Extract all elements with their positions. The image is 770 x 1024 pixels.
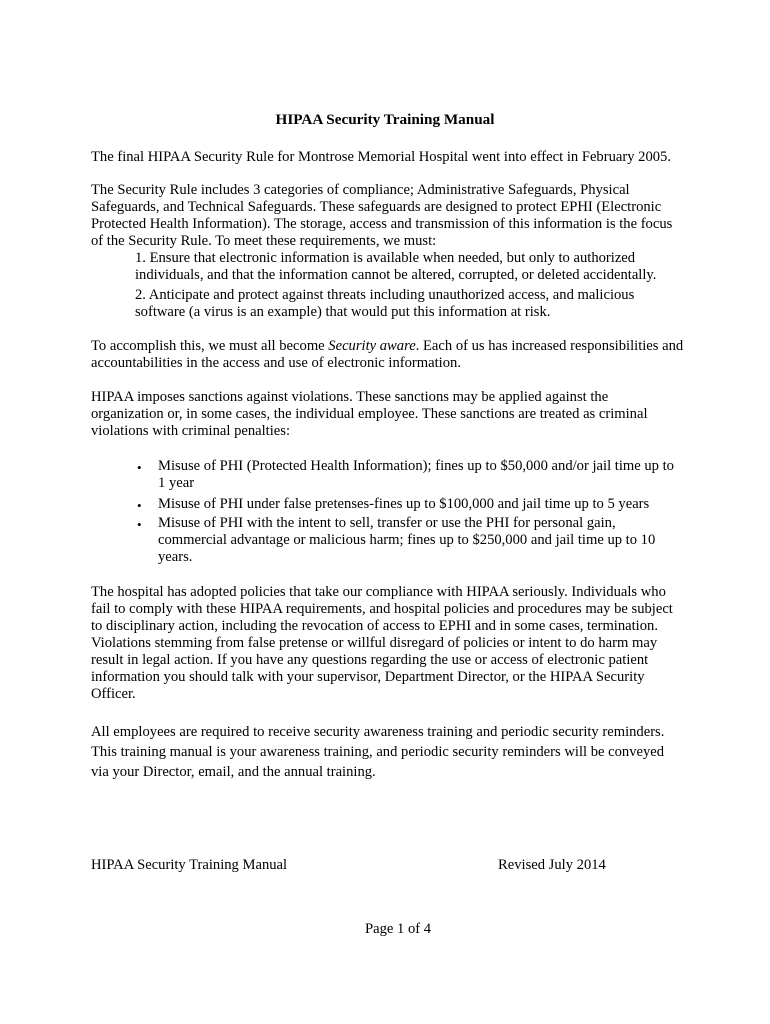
list-item-line: commercial advantage or malicious harm; fines up to $250,000 and jail time up to 10 bbox=[158, 532, 656, 548]
paragraph-line: The Security Rule includes 3 categories of compliance; Administrative Safeguards, Physical bbox=[91, 182, 630, 198]
paragraph-line: HIPAA imposes sanctions against violations. These sanctions may be applied against the bbox=[91, 389, 609, 405]
text-run: . Each of us has increased responsibilities and bbox=[415, 338, 684, 354]
security-aware-paragraph bbox=[91, 338, 683, 372]
paragraph-line: Safeguards, and Technical Safeguards. These safeguards are designed to protect EPHI (Electronic bbox=[91, 199, 662, 215]
sanctions-paragraph bbox=[91, 389, 648, 440]
policy-paragraph bbox=[91, 584, 673, 703]
training-paragraph bbox=[91, 722, 664, 782]
paragraph-line: to disciplinary action, including the revocation of access to EPHI and in some cases, termination. bbox=[91, 618, 658, 634]
bullet-icon: • bbox=[137, 460, 142, 475]
list-item-line: 1 year bbox=[158, 475, 195, 491]
paragraph-line: organization or, in some cases, the individual employee. These sanctions are treated as criminal bbox=[91, 406, 648, 422]
paragraph-line: of the Security Rule. To meet these requirements, we must: bbox=[91, 233, 437, 249]
paragraph-line: accountabilities in the access and use of electronic information. bbox=[91, 355, 461, 371]
paragraph-line: result in legal action. If you have any questions regarding the use or access of electronic patient bbox=[91, 652, 649, 668]
paragraph-line: The final HIPAA Security Rule for Montrose Memorial Hospital went into effect in February 2005. bbox=[91, 149, 671, 165]
requirement-line: 1. Ensure that electronic information is available when needed, but only to authorized bbox=[135, 250, 636, 266]
requirement-item-2 bbox=[135, 287, 634, 321]
paragraph-line: This training manual is your awareness training, and periodic security reminders will be conveyed bbox=[91, 744, 665, 760]
list-item bbox=[158, 496, 649, 513]
list-item bbox=[158, 515, 655, 566]
list-item-line: years. bbox=[158, 549, 193, 565]
paragraph-line: Protected Health Information). The storage, access and transmission of this information is the focus bbox=[91, 216, 673, 232]
intro-paragraph bbox=[91, 149, 671, 166]
emphasis-text: Security aware bbox=[328, 338, 416, 354]
bullet-icon: • bbox=[137, 498, 142, 513]
list-item-line: Misuse of PHI under false pretenses-fines up to $100,000 and jail time up to 5 years bbox=[158, 496, 650, 512]
list-item-line: Misuse of PHI with the intent to sell, transfer or use the PHI for personal gain, bbox=[158, 515, 616, 531]
list-item-line: Misuse of PHI (Protected Health Information); fines up to $50,000 and/or jail time up to bbox=[158, 458, 674, 474]
paragraph-line: fail to comply with these HIPAA requirements, and hospital policies and procedures may be subject bbox=[91, 601, 673, 617]
requirement-line: individuals, and that the information cannot be altered, corrupted, or deleted accidentally. bbox=[135, 267, 657, 283]
requirement-line: 2. Anticipate and protect against threats including unauthorized access, and malicious bbox=[135, 287, 635, 303]
text-run: To accomplish this, we must all become bbox=[91, 338, 329, 354]
list-item bbox=[158, 458, 674, 492]
paragraph-line: Officer. bbox=[91, 686, 136, 702]
document-title: HIPAA Security Training Manual bbox=[275, 111, 495, 128]
paragraph-line: Violations stemming from false pretense or willful disregard of policies or intent to do harm may bbox=[91, 635, 658, 651]
footer-revision: Revised July 2014 bbox=[498, 857, 606, 873]
paragraph-line: All employees are required to receive security awareness training and periodic security reminders. bbox=[91, 724, 665, 740]
paragraph-line: The hospital has adopted policies that take our compliance with HIPAA seriously. Individuals who bbox=[91, 584, 666, 600]
page-number: Page 1 of 4 bbox=[365, 921, 432, 937]
requirement-line: software (a virus is an example) that would put this information at risk. bbox=[135, 304, 551, 320]
paragraph-line: via your Director, email, and the annual training. bbox=[91, 764, 376, 780]
footer-title: HIPAA Security Training Manual bbox=[91, 857, 288, 873]
requirement-item-1 bbox=[135, 250, 656, 284]
paragraph-line bbox=[91, 338, 683, 355]
bullet-icon: • bbox=[137, 517, 142, 532]
paragraph-line: violations with criminal penalties: bbox=[91, 423, 291, 439]
security-rule-paragraph bbox=[91, 182, 672, 250]
paragraph-line: information you should talk with your supervisor, Department Director, or the HIPAA Security bbox=[91, 669, 645, 685]
